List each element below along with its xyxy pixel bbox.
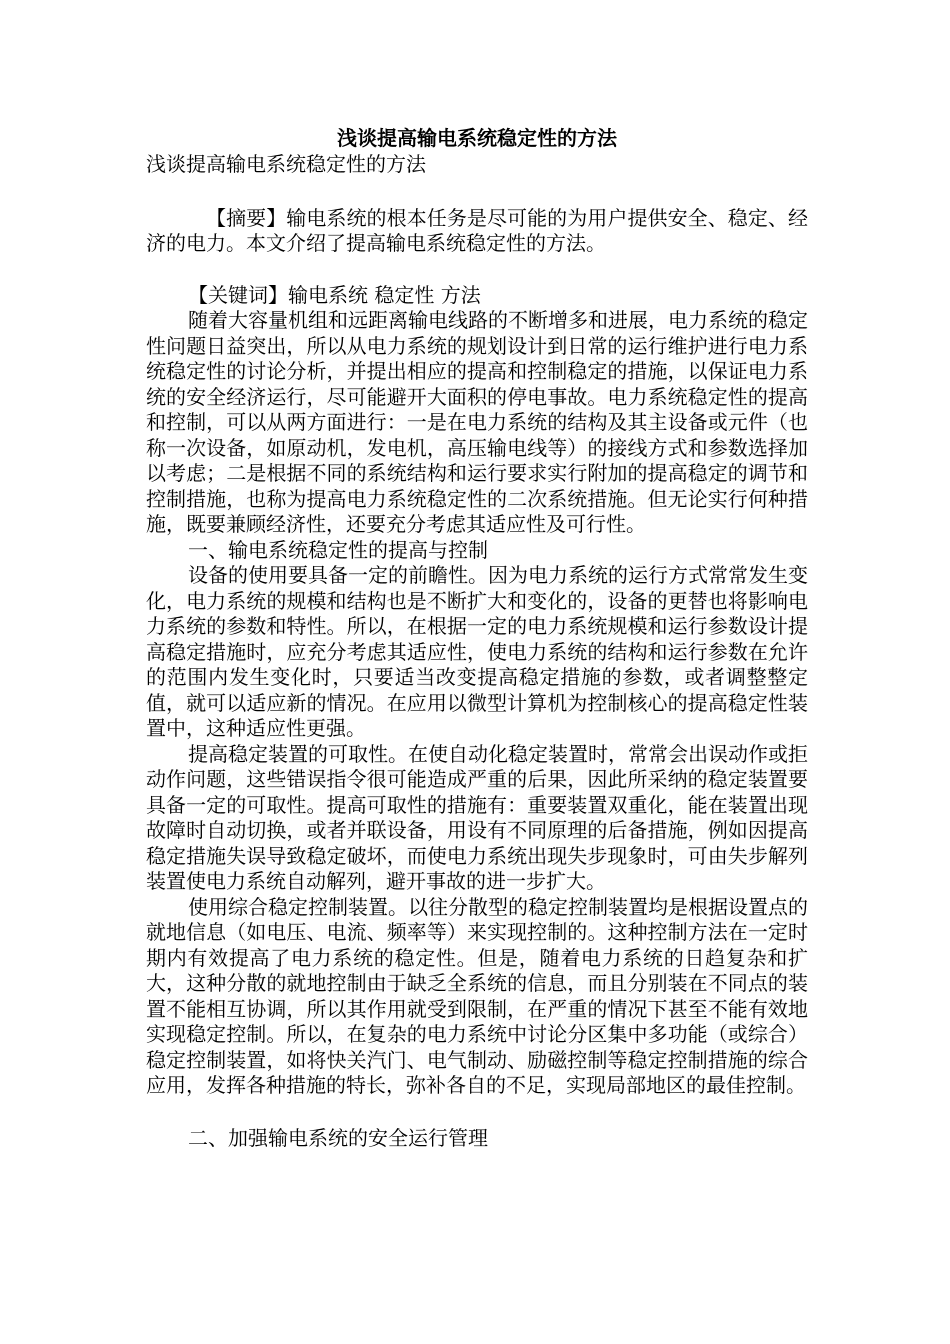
section1-paragraph-3: 使用综合稳定控制装置。以往分散型的稳定控制装置均是根据设置点的就地信息（如电压、电流、频率等）来实现控制的。这种控制方法在一定时期内有效提高了电力系统的稳定性。但是，随着电力系统的日趋复杂和扩大，这种分散的就地控制由于缺乏全系统的信息，而且分别装在不同点的装置不能相互协调，所以其作用就受到限制，在严重的情况下甚至不能有效地实现稳定控制。所以，在复杂的电力系统中讨论分区集中多功能（或综合）稳定控制装置，如将快关汽门、电气制动、励磁控制等稳定控制措施的综合应用，发挥各种措施的特长，弥补各自的不足，实现局部地区的最佳控制。 (146, 894, 808, 1097)
section-heading-1: 一、输电系统稳定性的提高与控制 (188, 537, 488, 562)
document-subtitle: 浅谈提高输电系统稳定性的方法 (146, 152, 426, 176)
document-title: 浅谈提高输电系统稳定性的方法 (337, 126, 617, 150)
document-page (146, 124, 808, 1151)
keywords-line: 【关键词】输电系统 稳定性 方法 (188, 282, 481, 307)
section1-paragraph-1: 设备的使用要具备一定的前瞻性。因为电力系统的运行方式常常发生变化，电力系统的规模和结构也是不断扩大和变化的，设备的更替也将影响电力系统的参数和特性。所以，在根据一定的电力系统规模和运行参数设计提高稳定措施时，应充分考虑其适应性，使电力系统的结构和运行参数在允许的范围内发生变化时，只要适当改变提高稳定措施的参数，或者调整整定值，就可以适应新的情况。在应用以微型计算机为控制核心的提高稳定性装置中，这种适应性更强。 (146, 563, 808, 740)
abstract-paragraph: 【摘要】输电系统的根本任务是尽可能的为用户提供安全、稳定、经济的电力。本文介绍了提高输电系统稳定性的方法。 (146, 205, 808, 255)
section1-paragraph-2: 提高稳定装置的可取性。在使自动化稳定装置时，常常会出误动作或拒动作问题，这些错误指令很可能造成严重的后果，因此所采纳的稳定装置要具备一定的可取性。提高可取性的措施有：重要装置双重化，能在装置出现故障时自动切换，或者并联设备，用设有不同原理的后备措施，例如因提高稳定措施失误导致稳定破坏，而使电力系统出现失步现象时，可由失步解列装置使电力系统自动解列，避开事故的进一步扩大。 (146, 741, 808, 893)
intro-paragraph: 随着大容量机组和远距离输电线路的不断增多和进展，电力系统的稳定性问题日益突出，所以从电力系统的规划设计到日常的运行维护进行电力系统稳定性的讨论分析，并提出相应的提高和控制稳定的措施，以保证电力系统的安全经济运行，尽可能避开大面积的停电事故。电力系统稳定性的提高和控制，可以从两方面进行：一是在电力系统的结构及其主设备或元件（也称一次设备，如原动机，发电机，高压输电线等）的接线方式和参数选择加以考虑；二是根据不同的系统结构和运行要求实行附加的提高稳定的调节和控制措施，也称为提高电力系统稳定性的二次系统措施。但无论实行何种措施，既要兼顾经济性，还要充分考虑其适应性及可行性。 (146, 308, 808, 536)
section-heading-2: 二、加强输电系统的安全运行管理 (188, 1125, 488, 1150)
